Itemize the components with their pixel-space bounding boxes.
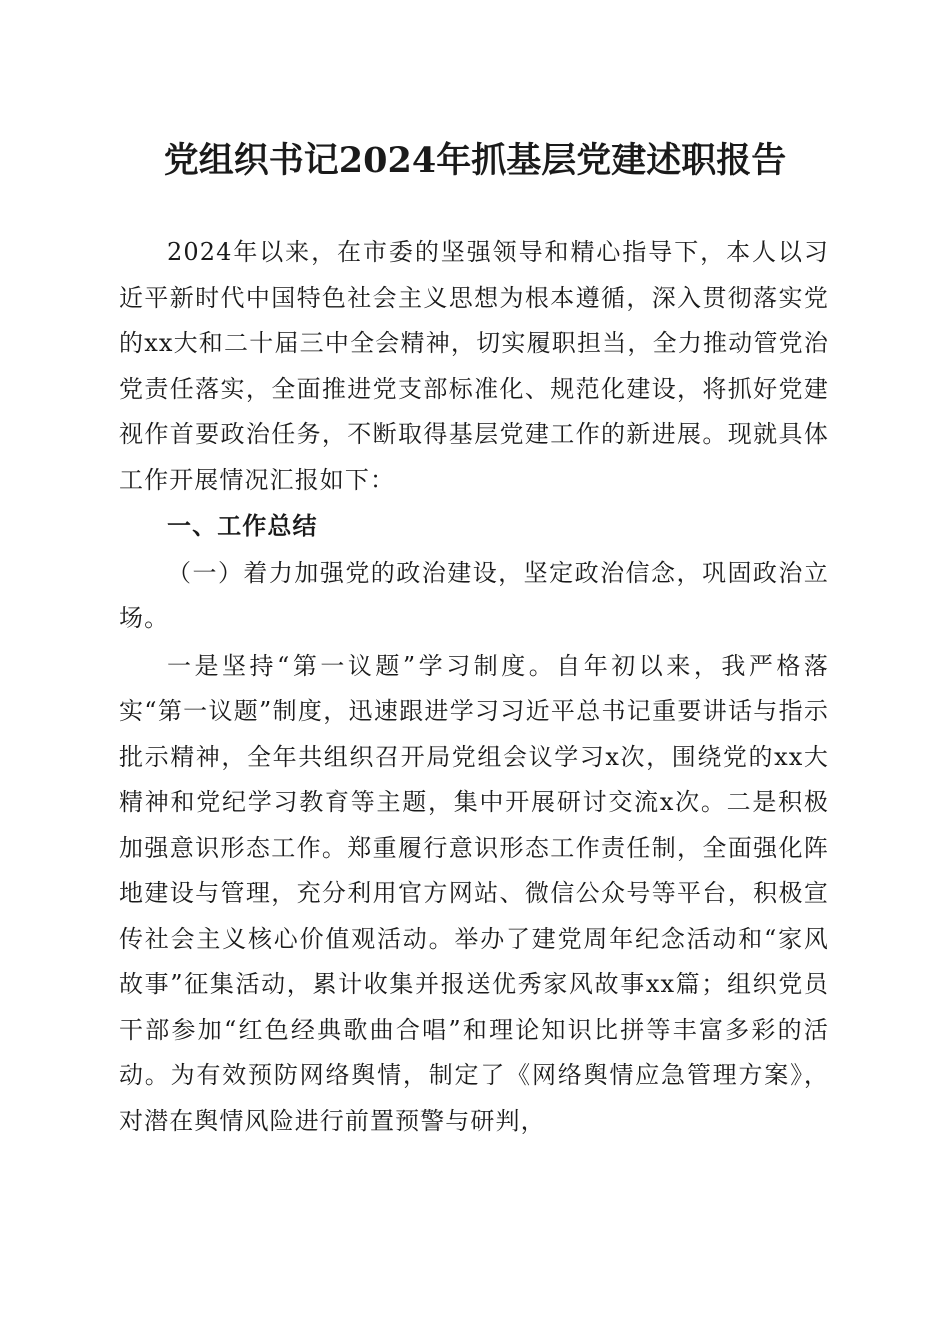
document-title: 党组织书记2024年抓基层党建述职报告 xyxy=(163,140,787,181)
subsection-heading: （一）着力加强党的政治建设，坚定政治信念，巩固政治立场。 xyxy=(119,558,829,632)
intro-paragraph: 2024年以来，在市委的坚强领导和精心指导下，本人以习近平新时代中国特色社会主义思想为根本遵循，深入贯彻落实党的xx大和二十届三中全会精神，切实履职担当，全力推动管党治党责任落实，全面推进党支部标准化、规范化建设，将抓好党建视作首要政治任务，不断取得基层党建工作的新进展。现就具体工作开展情况汇报如下： xyxy=(119,238,829,494)
section-heading: 一、工作总结 xyxy=(167,511,318,540)
body-paragraph: 一是坚持“第一议题”学习制度。自年初以来，我严格落实“第一议题”制度，迅速跟进学习习近平总书记重要讲话与指示批示精神，全年共组织召开局党组会议学习x次，围绕党的xx大精神和党纪学习教育等主题，集中开展研讨交流x次。二是积极加强意识形态工作。郑重履行意识形态工作责任制，全面强化阵地建设与管理，充分利用官方网站、微信公众号等平台，积极宣传社会主义核心价值观活动。举办了建党周年纪念活动和“家风故事”征集活动，累计收集并报送优秀家风故事xx篇；组织党员干部参加“红色经典歌曲合唱”和理论知识比拼等丰富多彩的活动。为有效预防网络舆情，制定了《网络舆情应急管理方案》，对潜在舆情风险进行前置预警与研判， xyxy=(119,651,829,1135)
document-body xyxy=(119,230,829,1144)
